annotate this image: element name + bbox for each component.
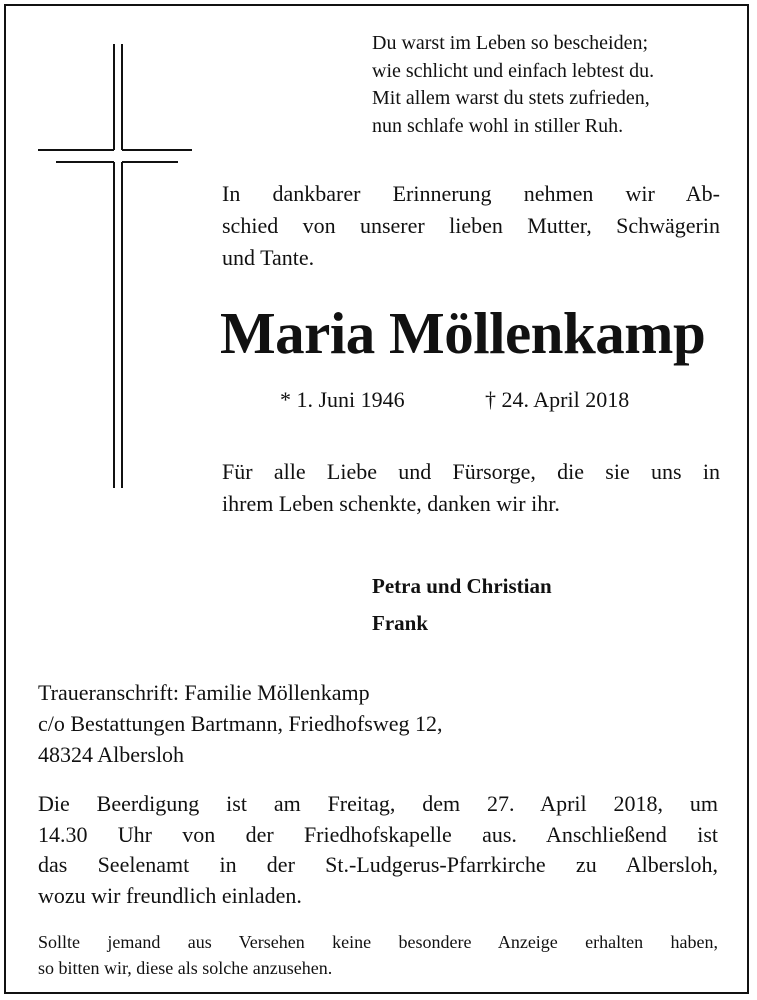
footnote-line: so bitten wir, diese als solche anzusehen.	[38, 958, 333, 978]
intro-line: und Tante.	[222, 245, 315, 270]
thanks-text	[222, 456, 720, 520]
signers	[372, 568, 552, 642]
funeral-info	[38, 789, 718, 911]
thanks-line: ihrem Leben schenkte, danken wir ihr.	[222, 491, 560, 516]
intro-line: schied von unserer lieben Mutter, Schwägerin	[222, 213, 720, 238]
signer-line: Petra und Christian	[372, 574, 552, 598]
funeral-line: das Seelenamt in der St.-Ludgerus-Pfarrkirche zu Albersloh,	[38, 852, 718, 877]
funeral-line: 14.30 Uhr von der Friedhofskapelle aus. Anschließend ist	[38, 821, 718, 847]
address-line: Traueranschrift: Familie Möllenkamp	[38, 680, 370, 705]
death-date: † 24. April 2018	[485, 387, 630, 412]
deceased-name: Maria Möllenkamp	[220, 300, 706, 366]
poem-verse	[372, 30, 654, 140]
signer-line: Frank	[372, 611, 429, 635]
poem-line: nun schlafe wohl in stiller Ruh.	[372, 114, 624, 137]
poem-line: wie schlicht und einfach lebtest du.	[372, 59, 655, 82]
intro-line: In dankbarer Erinnerung nehmen wir Ab-	[222, 181, 720, 206]
thanks-line: Für alle Liebe und Fürsorge, die sie uns in	[222, 459, 720, 484]
address-line: 48324 Albersloh	[38, 742, 185, 767]
footnote	[38, 929, 718, 981]
poem-line: Du warst im Leben so bescheiden;	[372, 32, 649, 54]
birth-date: * 1. Juni 1946	[280, 387, 405, 412]
address-line: c/o Bestattungen Bartmann, Friedhofsweg 12,	[38, 711, 443, 736]
funeral-line: Die Beerdigung ist am Freitag, dem 27. April 2018, um	[38, 791, 718, 816]
mourning-address	[38, 677, 442, 770]
footnote-line: Sollte jemand aus Versehen keine besondere Anzeige erhalten haben,	[38, 932, 718, 952]
funeral-line: wozu wir freundlich einladen.	[38, 882, 302, 908]
poem-line: Mit allem warst du stets zufrieden,	[372, 87, 650, 109]
intro-text	[222, 178, 720, 274]
